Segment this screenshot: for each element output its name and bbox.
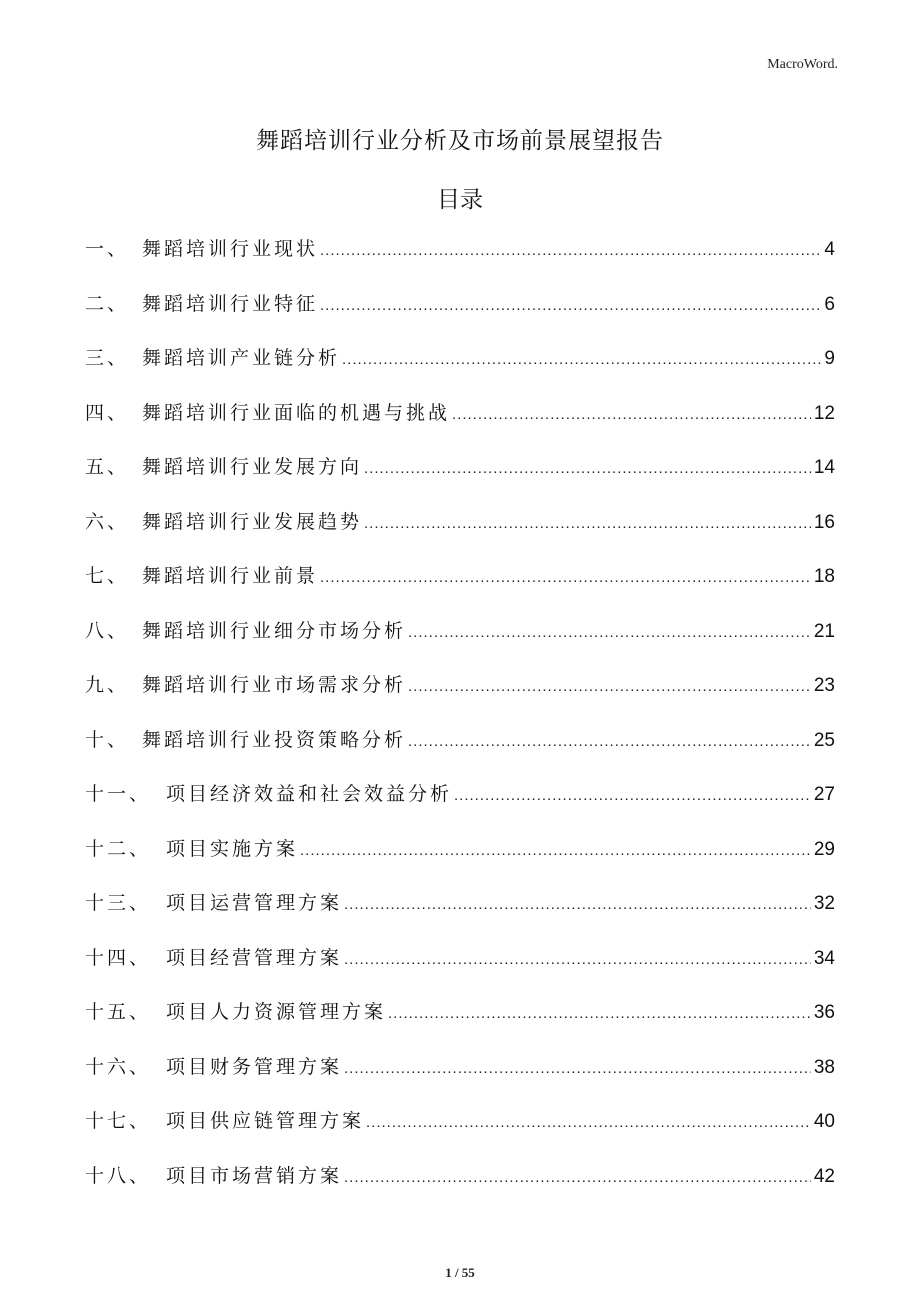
toc-entry[interactable] xyxy=(85,1049,835,1104)
toc-entry-number: 九、 xyxy=(85,674,130,696)
toc-entry-title: 项目市场营销方案 xyxy=(166,1164,343,1187)
toc-dot-leader xyxy=(366,1105,811,1141)
toc-entry-title: 舞蹈培训产业链分析 xyxy=(142,347,341,369)
toc-entry-title: 舞蹈培训行业前景 xyxy=(142,565,319,587)
page-indicator: 1 / 55 xyxy=(445,1265,475,1280)
toc-entry[interactable] xyxy=(85,449,835,504)
toc-entry-page: 40 xyxy=(813,1111,835,1132)
toc-entry-page: 34 xyxy=(813,947,835,969)
toc-entry[interactable] xyxy=(85,831,835,886)
toc-entry[interactable] xyxy=(85,340,835,395)
toc-entry-page: 21 xyxy=(813,620,835,642)
toc-dot-leader xyxy=(388,996,811,1032)
table-of-contents xyxy=(85,231,835,1212)
toc-entry-page: 14 xyxy=(813,457,835,478)
toc-entry[interactable] xyxy=(85,994,835,1049)
toc-entry-title: 舞蹈培训行业投资策略分析 xyxy=(142,728,407,751)
toc-entry[interactable] xyxy=(85,940,835,995)
toc-entry-number: 五、 xyxy=(85,456,130,478)
toc-dot-leader xyxy=(320,233,821,269)
toc-entry-page: 16 xyxy=(813,511,835,533)
toc-entry-number: 十八、 xyxy=(85,1164,152,1187)
toc-entry-title: 项目经济效益和社会效益分析 xyxy=(166,783,453,805)
document-title: 舞蹈培训行业分析及市场前景展望报告 xyxy=(256,128,664,154)
toc-dot-leader xyxy=(344,1051,811,1087)
toc-entry-page: 9 xyxy=(824,348,835,369)
toc-entry[interactable] xyxy=(85,504,835,559)
toc-entry[interactable] xyxy=(85,395,835,450)
toc-entry-title: 舞蹈培训行业细分市场分析 xyxy=(142,619,407,642)
toc-entry[interactable] xyxy=(85,1103,835,1158)
toc-dot-leader xyxy=(452,397,811,433)
toc-entry[interactable] xyxy=(85,776,835,831)
toc-entry-page: 25 xyxy=(813,729,835,751)
toc-dot-leader xyxy=(320,560,811,596)
toc-entry-number: 十六、 xyxy=(85,1055,152,1078)
toc-dot-leader xyxy=(344,1160,811,1196)
toc-dot-leader xyxy=(408,724,811,760)
toc-dot-leader xyxy=(408,615,811,651)
toc-entry-title: 舞蹈培训行业面临的机遇与挑战 xyxy=(142,401,451,424)
toc-entry[interactable] xyxy=(85,722,835,777)
toc-entry-title: 舞蹈培训行业市场需求分析 xyxy=(142,674,407,696)
toc-entry-page: 42 xyxy=(813,1165,835,1187)
toc-entry-number: 十一、 xyxy=(85,783,152,805)
toc-entry-title: 项目人力资源管理方案 xyxy=(166,1001,387,1023)
toc-entry-number: 四、 xyxy=(85,401,130,424)
toc-dot-leader xyxy=(344,887,811,923)
toc-entry-title: 项目经营管理方案 xyxy=(166,946,343,969)
toc-heading: 目录 xyxy=(437,187,483,213)
toc-entry-page: 38 xyxy=(813,1056,835,1078)
toc-entry-number: 十、 xyxy=(85,728,130,751)
toc-dot-leader xyxy=(364,506,811,542)
toc-entry[interactable] xyxy=(85,558,835,613)
toc-entry-number: 一、 xyxy=(85,238,130,260)
toc-entry[interactable] xyxy=(85,1158,835,1213)
toc-entry-title: 舞蹈培训行业发展方向 xyxy=(142,456,363,478)
toc-entry-number: 十四、 xyxy=(85,946,152,969)
toc-entry-number: 十二、 xyxy=(85,837,152,860)
toc-entry-page: 32 xyxy=(813,893,835,914)
toc-dot-leader xyxy=(320,288,821,324)
toc-entry-number: 十三、 xyxy=(85,892,152,914)
toc-dot-leader xyxy=(342,342,821,378)
toc-entry-page: 4 xyxy=(824,239,835,260)
toc-entry[interactable] xyxy=(85,286,835,341)
toc-dot-leader xyxy=(344,942,811,978)
toc-entry-title: 舞蹈培训行业发展趋势 xyxy=(142,510,363,533)
toc-entry-number: 十五、 xyxy=(85,1001,152,1023)
toc-dot-leader xyxy=(454,778,811,814)
toc-entry-number: 三、 xyxy=(85,347,130,369)
toc-entry-title: 舞蹈培训行业特征 xyxy=(142,292,319,315)
toc-entry-title: 项目财务管理方案 xyxy=(166,1055,343,1078)
header-brand: MacroWord. xyxy=(767,57,838,72)
toc-entry-number: 十七、 xyxy=(85,1110,152,1132)
toc-entry-title: 项目实施方案 xyxy=(166,837,299,860)
toc-dot-leader xyxy=(408,669,811,705)
toc-entry-number: 二、 xyxy=(85,292,130,315)
toc-dot-leader xyxy=(364,451,811,487)
toc-dot-leader xyxy=(300,833,811,869)
toc-entry-page: 27 xyxy=(813,784,835,805)
toc-entry-page: 12 xyxy=(813,402,835,424)
toc-entry-page: 23 xyxy=(813,675,835,696)
toc-entry[interactable] xyxy=(85,231,835,286)
toc-entry-page: 36 xyxy=(813,1002,835,1023)
toc-entry-number: 八、 xyxy=(85,619,130,642)
toc-entry-title: 项目供应链管理方案 xyxy=(166,1110,365,1132)
toc-entry-page: 6 xyxy=(824,293,835,315)
toc-entry-number: 七、 xyxy=(85,565,130,587)
toc-entry-title: 项目运营管理方案 xyxy=(166,892,343,914)
toc-entry-number: 六、 xyxy=(85,510,130,533)
toc-entry-page: 29 xyxy=(813,838,835,860)
toc-entry[interactable] xyxy=(85,885,835,940)
toc-entry[interactable] xyxy=(85,667,835,722)
toc-entry-title: 舞蹈培训行业现状 xyxy=(142,238,319,260)
toc-entry[interactable] xyxy=(85,613,835,668)
toc-entry-page: 18 xyxy=(813,566,835,587)
